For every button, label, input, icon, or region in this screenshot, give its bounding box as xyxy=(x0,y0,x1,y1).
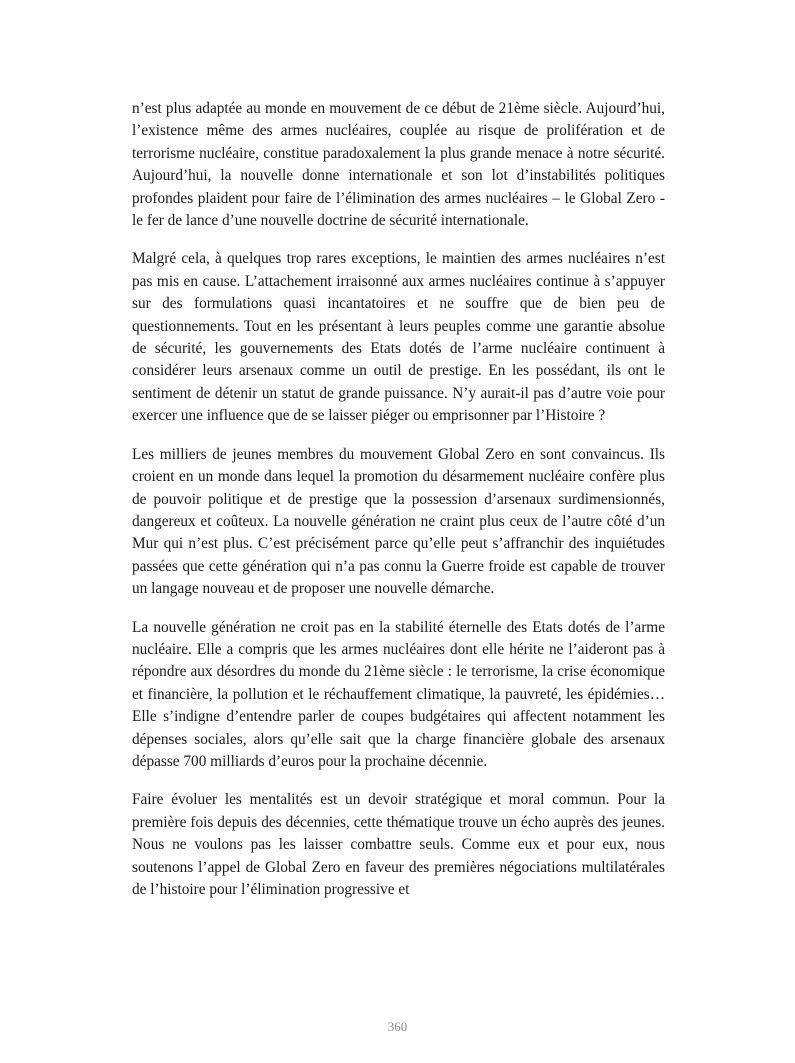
paragraph-1: n’est plus adaptée au monde en mouvement de ce début de 21ème siècle. Aujourd’hui, l’existence même des armes nucléaires, couplée au risque de prolifération et de terrorisme nucléaire, constitue paradoxalement la plus grande menace à notre sécurité. Aujourd’hui, la nouvelle donne internationale et son lot d’instabilités politiques profondes plaident pour faire de l’élimination des armes nucléaires – le Global Zero - le fer de lance d’une nouvelle doctrine de sécurité internationale. xyxy=(132,100,665,230)
paragraph-5: Faire évoluer les mentalités est un devoir stratégique et moral commun. Pour la première fois depuis des décennies, cette thématique trouve un écho auprès des jeunes. Nous ne voulons pas les laisser combattre seuls. Comme eux et pour eux, nous soutenons l’appel de Global Zero en faveur des premières négociations multilatérales de l’histoire pour l’élimination progressive et xyxy=(132,791,665,898)
paragraph-2: Malgré cela, à quelques trop rares exceptions, le maintien des armes nucléaires n’est pas mis en cause. L’attachement irraisonné aux armes nucléaires continue à s’appuyer sur des formulations quasi incantatoires et ne souffre que de bien peu de questionnements. Tout en les présentant à leurs peuples comme une garantie absolue de sécurité, les gouvernements des Etats dotés de l’arme nucléaire continuent à considérer leurs arsenaux comme un outil de prestige. En les possédant, ils ont le sentiment de détenir un statut de grande puissance. N’y aurait-il pas d’autre voie pour exercer une influence que de se laisser piéger ou emprisonner par l’Histoire ? xyxy=(132,250,665,425)
paragraph-3: Les milliers de jeunes membres du mouvement Global Zero en sont convaincus. Ils croient en un monde dans lequel la promotion du désarmement nucléaire confère plus de pouvoir politique et de prestige que la possession d’arsenaux surdimensionnés, dangereux et coûteux. La nouvelle génération ne craint plus ceux de l’autre côté d’un Mur qui n’est plus. C’est précisément parce qu’elle peut s’affranchir des inquiétudes passées que cette génération qui n’a pas connu la Guerre froide est capable de trouver un langage nouveau et de proposer une nouvelle démarche. xyxy=(132,445,665,598)
paragraph-4: La nouvelle génération ne croit pas en la stabilité éternelle des Etats dotés de l’arme nucléaire. Elle a compris que les armes nucléaires dont elle hérite ne l’aideront pas à répondre aux désordres du monde du 21ème siècle : le terrorisme, la crise économique et financière, la pollution et le réchauffement climatique, la pauvreté, les épidémies… Elle s’indigne d’entendre parler de coupes budgétaires qui affectent notamment les dépenses sociales, alors qu’elle sait que la charge financière globale des arsenaux dépasse 700 milliards d’euros pour la prochaine décennie. xyxy=(132,618,665,770)
page-number: 360 xyxy=(387,1019,408,1034)
page-body xyxy=(132,98,665,917)
